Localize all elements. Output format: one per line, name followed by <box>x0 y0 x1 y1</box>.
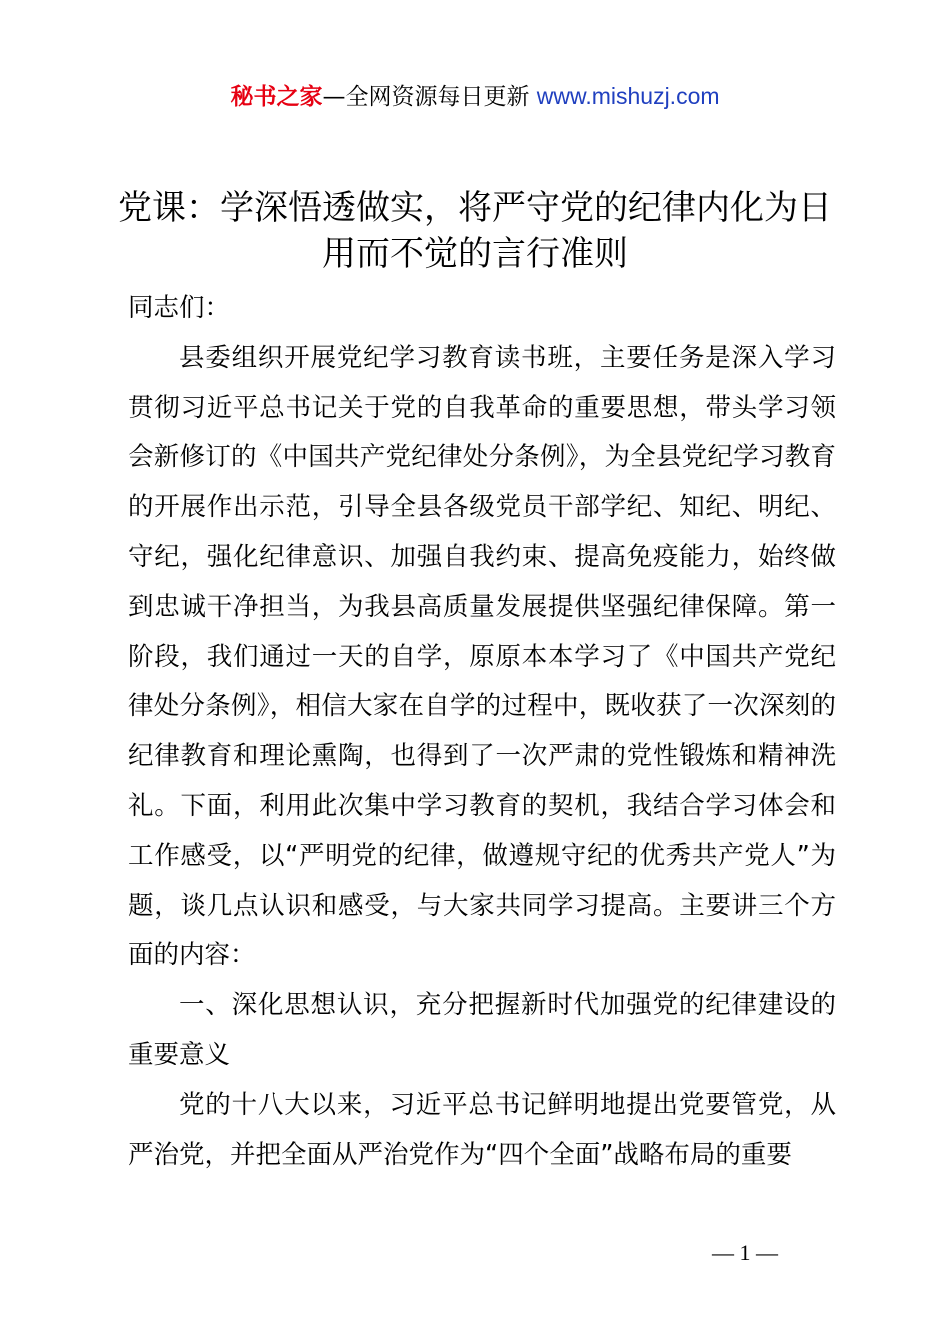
body-paragraph-section-1: 党的十八大以来，习近平总书记鲜明地提出党要管党，从严治党，并把全面从严治党作为“四个全面”战略布局的重要 <box>128 1089 836 1170</box>
salutation: 同志们： <box>128 293 231 323</box>
site-url-link[interactable]: www.mishuzj.com <box>536 83 720 109</box>
site-header <box>0 80 950 113</box>
body-paragraph-intro: 县委组织开展党纪学习教育读书班，主要任务是深入学习贯彻习近平总书记关于党的自我革命的重要思想，带头学习领会新修订的《中国共产党纪律处分条例》，为全县党纪学习教育的开展作出示范，引导全县各级党员干部学纪、知纪、明纪、守纪，强化纪律意识、加强自我约束、提高免疫能力，始终做到忠诚干净担当，为我县高质量发展提供坚强纪律保障。第一阶段，我们通过一天的自学，原原本本学习了《中国共产党纪律处分条例》，相信大家在自学的过程中，既收获了一次深刻的纪律教育和理论熏陶，也得到了一次严肃的党性锻炼和精神洗礼。下面，利用此次集中学习教育的契机，我结合学习体会和工作感受，以“严明党的纪律，做遵规守纪的优秀共产党人”为题，谈几点认识和感受，与大家共同学习提高。主要讲三个方面的内容： <box>128 342 836 971</box>
page-number: — 1 — <box>712 1240 778 1265</box>
document-title: 党课：学深悟透做实，将严守党的纪律内化为日用而不觉的言行准则 <box>118 188 832 274</box>
site-brand: 秘书之家 <box>230 84 323 110</box>
site-slogan: —全网资源每日更新 <box>322 84 537 110</box>
section-heading-1: 一、深化思想认识，充分把握新时代加强党的纪律建设的重要意义 <box>128 990 836 1070</box>
document-body <box>128 284 836 1180</box>
